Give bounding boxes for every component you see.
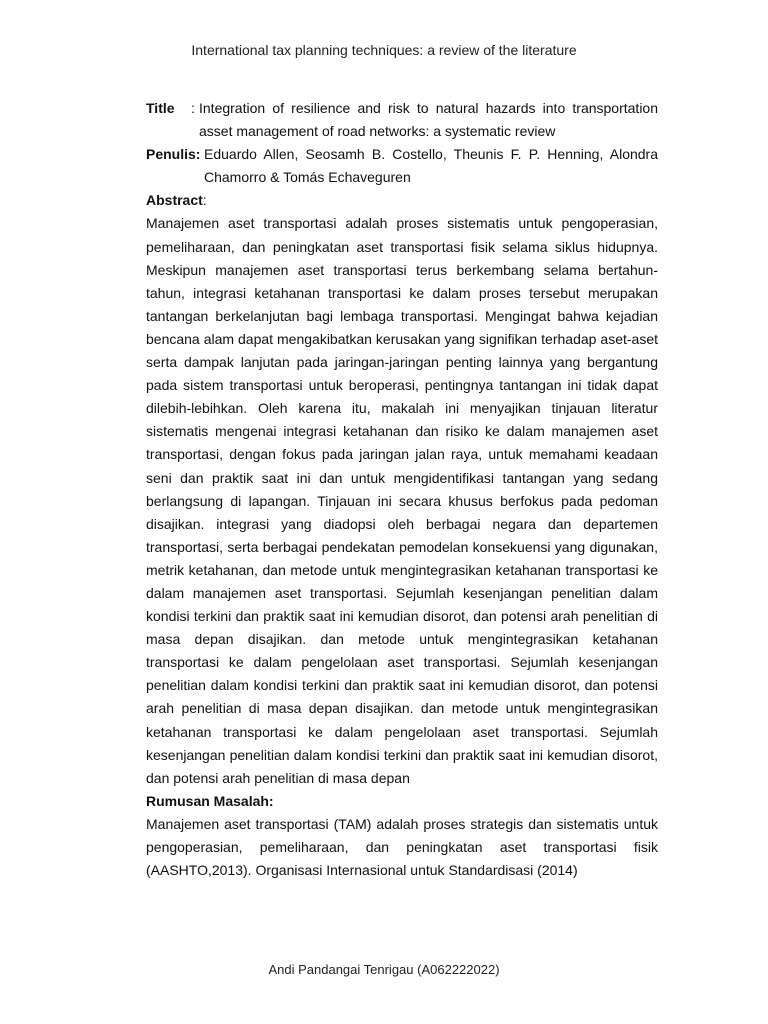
author-list: Eduardo Allen, Seosamh B. Costello, Theunis F. P. Henning, Alondra Chamorro & Tomás Echaveguren (204, 146, 658, 186)
title-row (146, 97, 658, 143)
paper-title: Integration of resilience and risk to natural hazards into transportation asset management of road networks: a systematic review (199, 100, 658, 140)
document-body (146, 97, 658, 882)
abstract-label: Abstract (146, 192, 203, 209)
title-colon: : (191, 100, 195, 116)
abstract-colon: : (202, 192, 207, 209)
abstract-paragraph: Manajemen aset transportasi adalah proses sistematis untuk pengoperasian, pemeliharaan, dan peningkatan aset transportasi fisik selama siklus hidupnya. Meskipun manajemen aset transportasi terus berkembang selama bertahun-tahun, integrasi ketahanan transportasi ke dalam proses tersebut merupakan tantangan berkelanjutan bagi lembaga transportasi. Mengingat bahwa kejadian bencana alam dapat mengakibatkan kerusakan yang signifikan terhadap aset-aset serta dampak lanjutan pada jaringan-jaringan penting lainnya yang bergantung pada sistem transportasi untuk beroperasi, pentingnya tantangan ini tidak dapat dilebih-lebihkan. Oleh karena itu, makalah ini menyajikan tinjauan literatur sistematis mengenai integrasi ketahanan dan risiko ke dalam manajemen aset transportasi, dengan fokus pada jaringan jalan raya, untuk memahami keadaan seni dan praktik saat ini dan untuk mengidentifikasi tantangan yang sedang berlangsung di lapangan. Tinjauan ini secara khusus berfokus pada pedoman disajikan. integrasi yang diadopsi oleh berbagai negara dan departemen transportasi, serta berbagai pendekatan pemodelan konsekuensi yang digunakan, metrik ketahanan, dan metode untuk mengintegrasikan ketahanan transportasi ke dalam manajemen aset transportasi. Sejumlah kesenjangan penelitian dalam kondisi terkini dan praktik saat ini kemudian disorot, dan potensi arah penelitian di masa depan disajikan. dan metode untuk mengintegrasikan ketahanan transportasi ke dalam pengelolaan aset transportasi. Sejumlah kesenjangan penelitian dalam kondisi terkini dan praktik saat ini kemudian disorot, dan potensi arah penelitian di masa depan disajikan. dan metode untuk mengintegrasikan ketahanan transportasi ke dalam pengelolaan aset transportasi. Sejumlah kesenjangan penelitian dalam kondisi terkini dan praktik saat ini kemudian disorot, dan potensi arah penelitian di masa depan (146, 215, 658, 786)
page-header: International tax planning techniques: a review of the literature (191, 42, 577, 58)
abstract-heading (146, 189, 658, 212)
author-label: Penulis: (146, 146, 201, 163)
author-row (146, 143, 658, 189)
page-footer: Andi Pandangai Tenrigau (A062222022) (268, 962, 500, 977)
problem-heading: Rumusan Masalah: (146, 792, 274, 809)
title-label: Title (146, 100, 175, 116)
problem-paragraph: Manajemen aset transportasi (TAM) adalah proses strategis dan sistematis untuk pengoperasian, pemeliharaan, dan peningkatan aset transportasi fisik (AASHTO,2013). Organisasi Internasional untuk Standardisasi (2014) (146, 815, 658, 879)
